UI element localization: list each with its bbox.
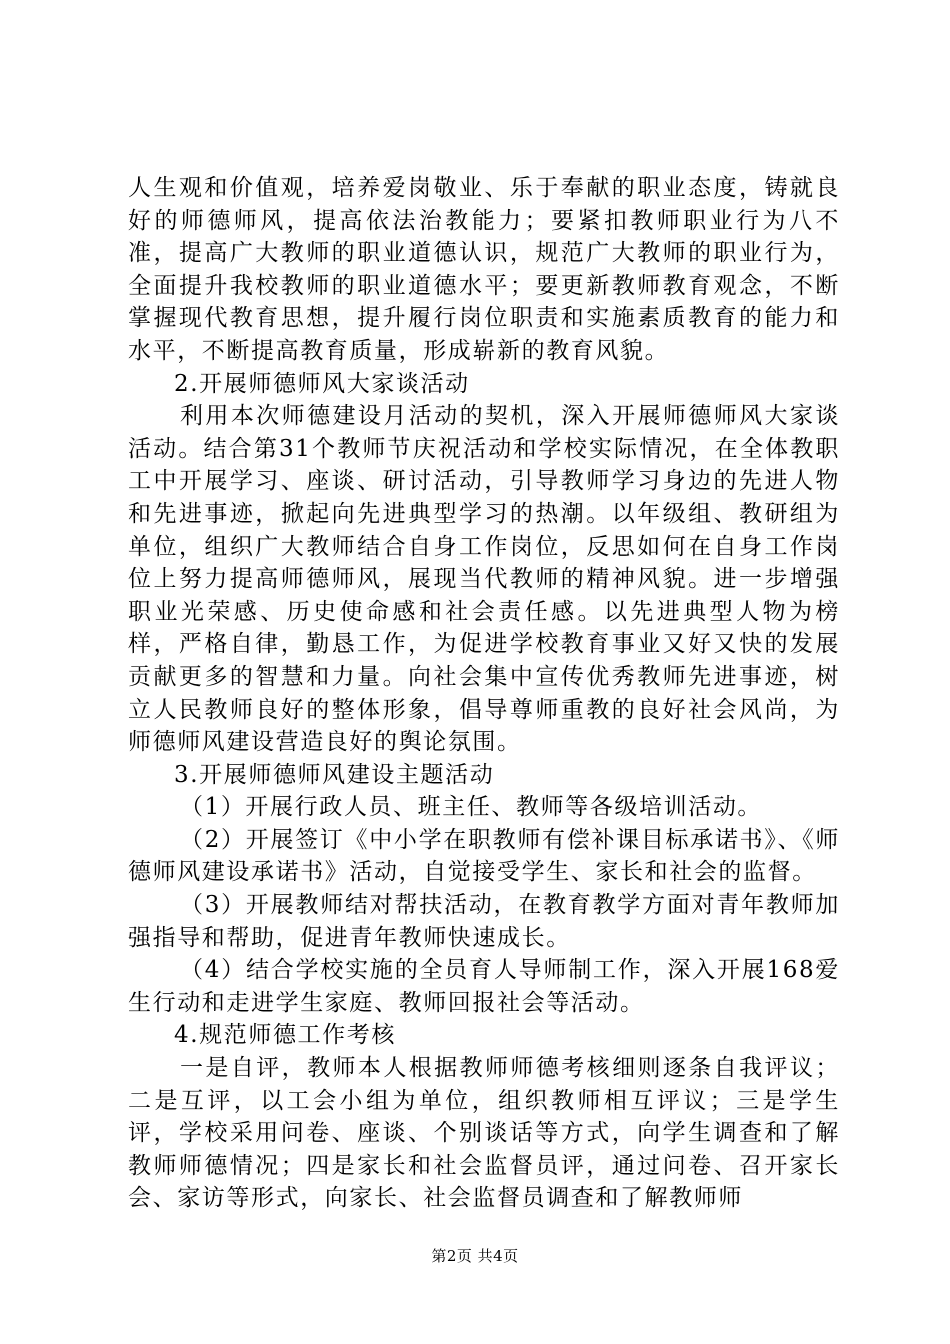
paragraph-continuation: 人生观和价值观，培养爱岗敬业、乐于奉献的职业态度，铸就良好的师德师风，提高依法治教能力；要紧扣教师职业行为八不准，提高广大教师的职业道德认识，规范广大教师的职业行为，全面提升我校教师的职业道德水平；要更新教师教育观念，不断掌握现代教育思想，提升履行岗位职责和实施素质教育的能力和水平，不断提高教育质量，形成崭新的教育风貌。 [128, 175, 840, 364]
list-item-1: （1）开展行政人员、班主任、教师等各级培训活动。 [180, 794, 763, 821]
section-heading-4: 4.规范师德工作考核 [174, 1022, 396, 1049]
page-footer [0, 1245, 950, 1266]
section-heading-2: 2.开展师德师风大家谈活动 [174, 370, 470, 397]
paragraph-discussion-activity: 利用本次师德建设月活动的契机，深入开展师德师风大家谈活动。结合第31个教师节庆祝活动和学校实际情况，在全体教职工中开展学习、座谈、研讨活动，引导教师学习身边的先进人物和先进事迹，掀起向先进典型学习的热潮。以年级组、教研组为单位，组织广大教师结合自身工作岗位，反思如何在自身工作岗位上努力提高师德师风，展现当代教师的精神风貌。进一步增强职业光荣感、历史使命感和社会责任感。以先进典型人物为榜样，严格自律，勤恳工作，为促进学校教育事业又好又快的发展贡献更多的智慧和力量。向社会集中宣传优秀教师先进事迹，树立人民教师良好的整体形象，倡导尊师重教的良好社会风尚，为师德师风建设营造良好的舆论氛围。 [128, 403, 840, 756]
list-item-2: （2）开展签订《中小学在职教师有偿补课目标承诺书》、《师德师风建设承诺书》活动，自觉接受学生、家长和社会的监督。 [128, 826, 840, 886]
document-body [128, 172, 840, 1215]
section-heading-3: 3.开展师德师风建设主题活动 [174, 761, 495, 788]
list-item-4: （4）结合学校实施的全员育人导师制工作，深入开展168爱生行动和走进学生家庭、教师回报社会等活动。 [128, 957, 840, 1016]
paragraph-assessment: 一是自评，教师本人根据教师师德考核细则逐条自我评议；二是互评，以工会小组为单位，组织教师相互评议；三是学生评，学校采用问卷、座谈、个别谈话等方式，向学生调查和了解教师师德情况；四是家长和社会监督员评，通过问卷、召开家长会、家访等形式，向家长、社会监督员调查和了解教师师 [128, 1055, 840, 1212]
page-number: 第2页 共4页 [431, 1247, 519, 1265]
list-item-3: （3）开展教师结对帮扶活动，在教育教学方面对青年教师加强指导和帮助，促进青年教师快速成长。 [128, 892, 840, 951]
